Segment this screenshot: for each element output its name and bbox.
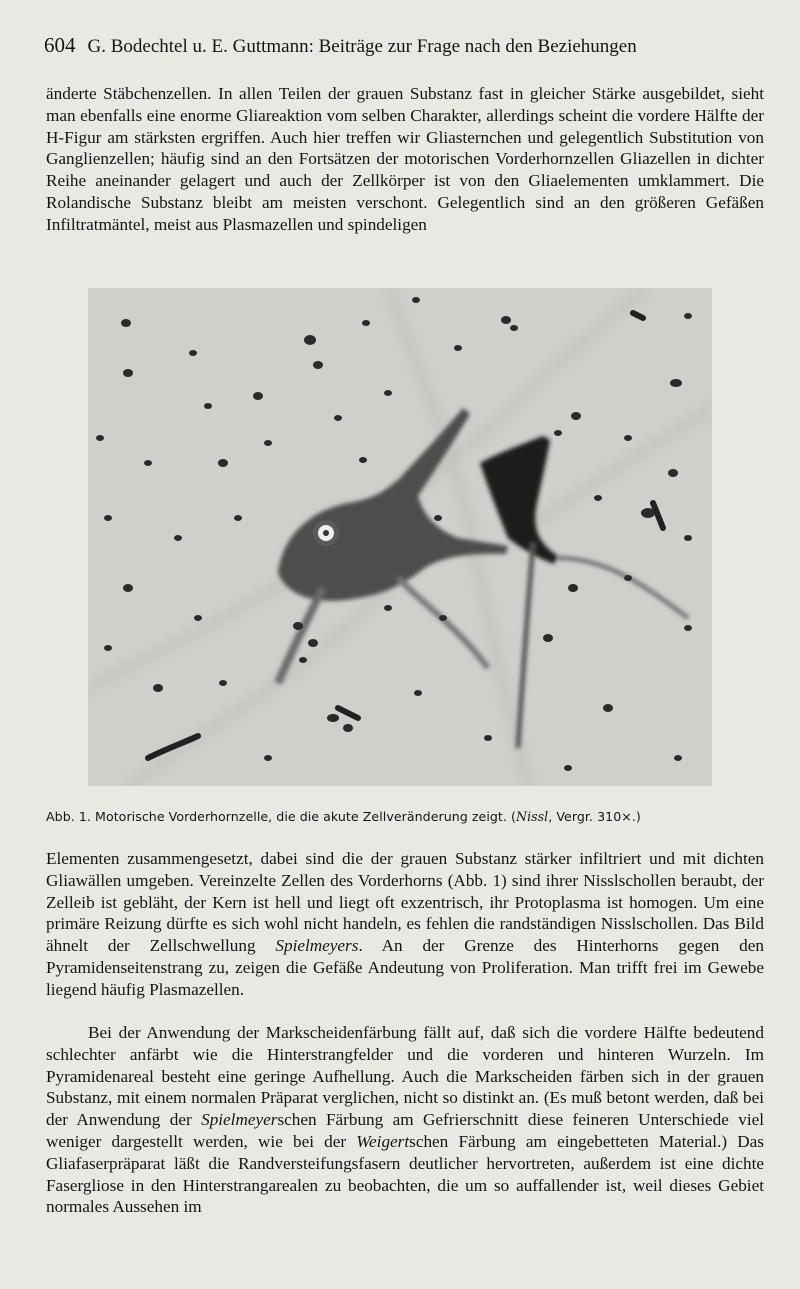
micrograph-image	[88, 288, 712, 786]
running-header	[44, 32, 764, 60]
paragraph-bottom	[46, 1022, 764, 1218]
paragraph-text: schen Färbung am Gefrierschnitt diese feineren Unterschiede viel weniger dargestellt werden, wie bei der	[46, 1110, 764, 1151]
caption-stain-name: Nissl	[516, 809, 549, 824]
micrograph-figure	[88, 288, 712, 786]
paragraph-text: Elementen zusammengesetzt, dabei sind die der grauen Substanz stärker infiltriert und mit dichten Gliawällen umgeben. Vereinzelte Zellen des Vorderhorns (Abb. 1) sind ihrer Nisslschollen beraubt, der Zelleib ist gebläht, der Kern ist hell und liegt oft exzentrisch, ihr Protoplasma ist homogen. Um eine primäre Reizung dürfte es sich wohl nicht handeln, es fehlen die randständigen Nisslschollen. Das Bild ähnelt der Zellschwellung	[46, 849, 764, 956]
paragraph-text: schen Färbung am eingebetteten Material.) Das Gliafaserpräparat läßt die Randversteifungsfasern deutlicher hervortreten, außerdem ist eine dichte Fasergliose in den Hinterstrangarealen zu beobachten, die um so auffallender ist, weil dieses Gebiet normales Aussehen im	[46, 1131, 764, 1217]
page-number: 604	[44, 33, 76, 57]
caption-text: Abb. 1. Motorische Vorderhornzelle, die die akute Zellveränderung zeigt. (	[46, 809, 516, 824]
caption-magnification: , Vergr. 310×.)	[548, 809, 641, 824]
italic-name: Spielmeyer	[201, 1110, 278, 1130]
italic-name: Spielmeyers	[275, 936, 359, 956]
paragraph-top: änderte Stäbchenzellen. In allen Teilen der grauen Substanz fast in gleicher Stärke ausgebildet, sieht man ebenfalls eine enorme Gliareaktion vom selben Charakter, allerdings scheint die vordere Hälfte der H-Figur am stärksten ergriffen. Auch hier treffen wir Gliasternchen und gelegentlich Substitution von Ganglienzellen; häufig sind an den Fortsätzen der motorischen Vorderhornzellen Gliazellen in dichter Reihe aneinander gelagert und auch der Zellkörper ist von den Gliaelementen umklammert. Die Rolandische Substanz bleibt am meisten verschont. Gelegentlich sind an den größeren Gefäßen Infiltratmäntel, meist aus Plasmazellen und spindeligen	[46, 84, 764, 234]
paragraph-text: Bei der Anwendung der Markscheidenfärbung fällt auf, daß sich die vordere Hälfte bedeutend schlechter anfärbt wie die Hinterstrangfelder und die vorderen und hinteren Wurzeln. Im Pyramidenareal besteht eine geringe Aufhellung. Auch die Markscheiden färben sich in der grauen Substanz, mit einem normalen Präparat verglichen, nicht so distinkt an. (Es muß betont werden, daß bei der Anwendung der	[46, 1023, 764, 1130]
paragraph-text: . An der Grenze des Hinterhorns gegen den Pyramidenseitenstrang zu, zeigen die Gefäße Andeutung von Proliferation. Man trifft frei im Gewebe liegend häufig Plasmazellen.	[46, 936, 764, 999]
running-title: G. Bodechtel u. E. Guttmann: Beiträge zur Frage nach den Beziehungen	[87, 36, 637, 57]
paragraph-middle	[46, 848, 764, 1001]
nucleolus	[323, 530, 329, 536]
figure-caption	[46, 808, 766, 826]
italic-name: Weigert	[356, 1131, 410, 1151]
